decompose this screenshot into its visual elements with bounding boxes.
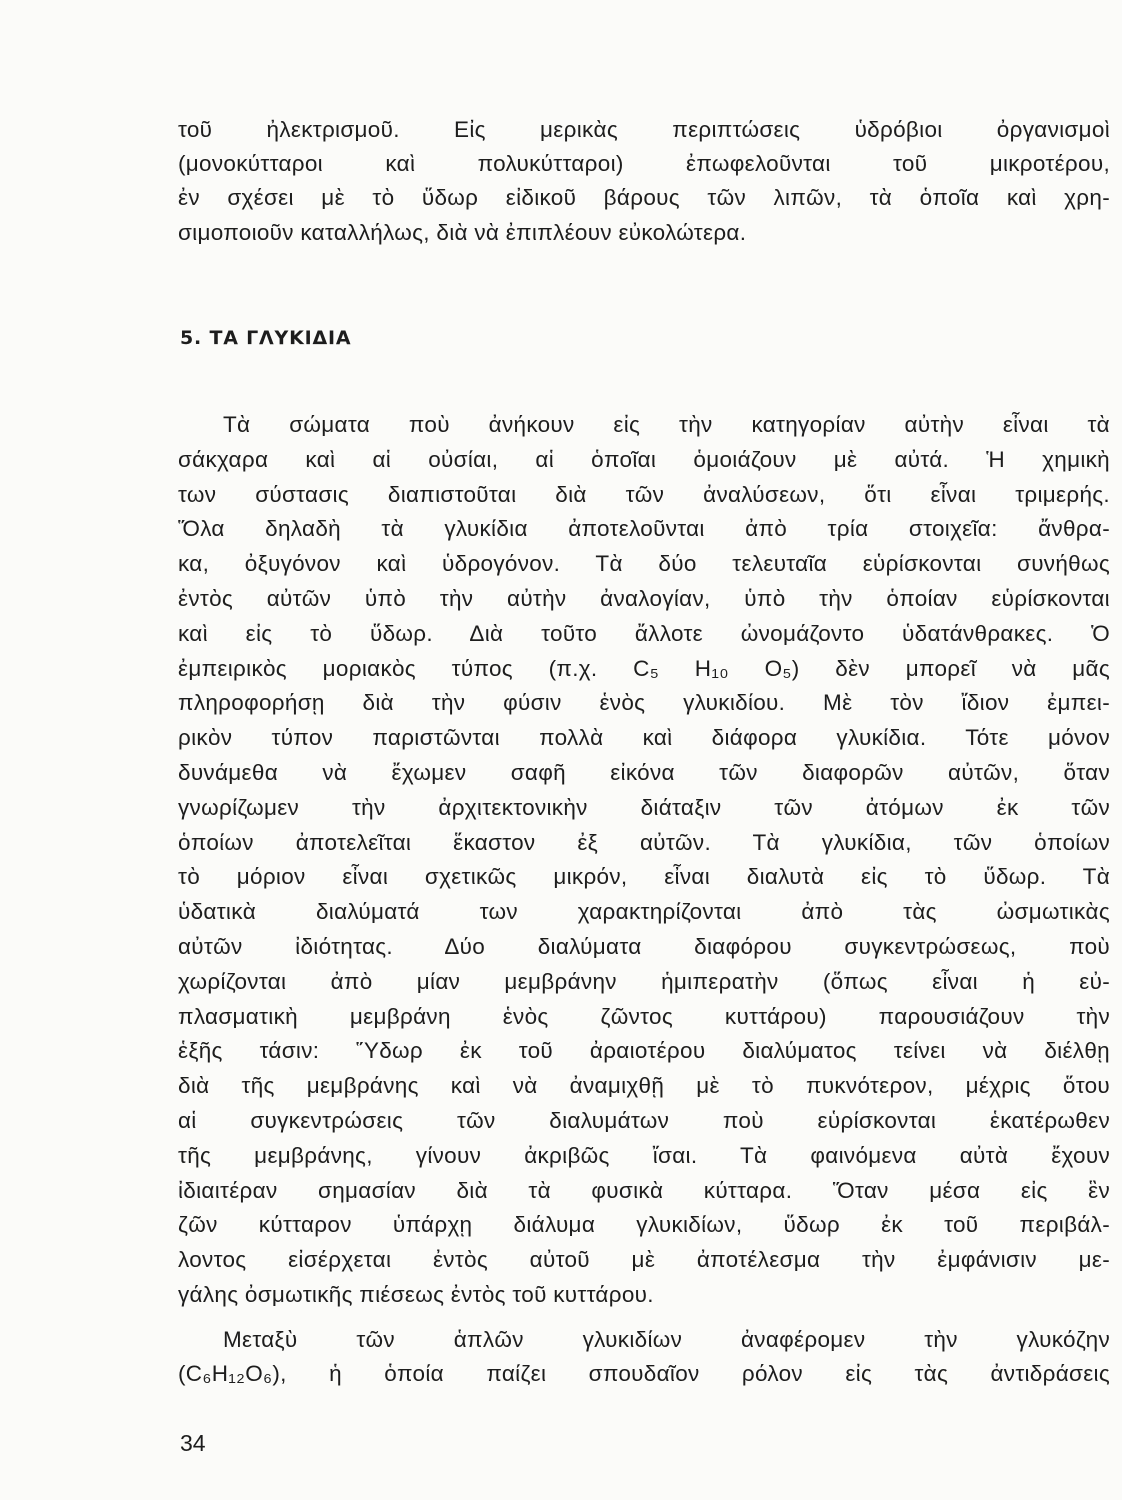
text-line: ἰδιαιτέραν σημασίαν διὰ τὰ φυσικὰ κύτταρα. Ὅταν μέσα εἰς ἓν bbox=[178, 1177, 1110, 1203]
text-line: πληροφορήσῃ διὰ τὴν φύσιν ἑνὸς γλυκιδίου. Μὲ τὸν ἴδιον ἐμπει- bbox=[178, 690, 1110, 716]
text-line: τὸ μόριον εἶναι σχετικῶς μικρόν, εἶναι διαλυτὰ εἰς τὸ ὕδωρ. Τὰ bbox=[178, 864, 1110, 890]
text-line: γνωρίζωμεν τὴν ἀρχιτεκτονικὴν διάταξιν τῶν ἀτόμων ἐκ τῶν bbox=[178, 794, 1110, 820]
paragraph-lipids-end bbox=[178, 113, 1110, 250]
text-line: πλασματικὴ μεμβράνη ἑνὸς ζῶντος κυττάρου) παρουσιάζουν τὴν bbox=[178, 1003, 1110, 1029]
text-line: αὐτῶν ἰδιότητας. Δύο διαλύματα διαφόρου συγκεντρώσεως, ποὺ bbox=[178, 933, 1110, 959]
text-line: λοντος εἰσέρχεται ἐντὸς αὐτοῦ μὲ ἀποτέλεσμα τὴν ἐμφάνισιν με- bbox=[178, 1247, 1110, 1273]
text-line: χωρίζονται ἀπὸ μίαν μεμβράνην ἡμιπερατὴν (ὅπως εἶναι ἡ εὐ- bbox=[178, 968, 1110, 994]
text-line: σιμοποιοῦν καταλλήλως, διὰ νὰ ἐπιπλέουν εὐκολώτερα. bbox=[178, 219, 747, 245]
paragraph-glycides bbox=[178, 408, 1110, 1313]
text-line: ὁποίων ἀποτελεῖται ἕκαστον ἐξ αὐτῶν. Τὰ γλυκίδια, τῶν ὁποίων bbox=[178, 829, 1110, 855]
text-line: (C₆H₁₂O₆), ἡ ὁποία παίζει σπουδαῖον ρόλον εἰς τὰς ἀντιδράσεις bbox=[178, 1361, 1110, 1387]
text-line: καὶ εἰς τὸ ὕδωρ. Διὰ τοῦτο ἄλλοτε ὠνομάζοντο ὑδατάνθρακες. Ὁ bbox=[178, 620, 1110, 646]
text-line: γάλης ὀσμωτικῆς πιέσεως ἐντὸς τοῦ κυττάρου. bbox=[178, 1281, 654, 1307]
text-line: ἐμπειρικὸς μοριακὸς τύπος (π.χ. C₅ H₁₀ O₅) δὲν μπορεῖ νὰ μᾶς bbox=[178, 655, 1110, 681]
text-line: τῆς μεμβράνης, γίνουν ἀκριβῶς ἴσαι. Τὰ φαινόμενα αὐτὰ ἔχουν bbox=[178, 1142, 1110, 1168]
text-line: ρικὸν τύπον παριστῶνται πολλὰ καὶ διάφορα γλυκίδια. Τότε μόνον bbox=[178, 725, 1110, 751]
text-line: σάκχαρα καὶ αἱ οὐσίαι, αἱ ὁποῖαι ὁμοιάζουν μὲ αὐτά. Ἡ χημικὴ bbox=[178, 446, 1110, 472]
page-number: 34 bbox=[180, 1430, 206, 1456]
text-line: ἑξῆς τάσιν: Ὕδωρ ἐκ τοῦ ἀραιοτέρου διαλύματος τείνει νὰ διέλθῃ bbox=[178, 1038, 1110, 1064]
text-line: κα, ὀξυγόνον καὶ ὑδρογόνον. Τὰ δύο τελευταῖα εὑρίσκονται συνήθως bbox=[178, 551, 1110, 577]
text-line: δυνάμεθα νὰ ἔχωμεν σαφῆ εἰκόνα τῶν διαφορῶν αὐτῶν, ὅταν bbox=[178, 759, 1110, 785]
section-heading: 5. ΤΑ ΓΛΥΚΙΔΙΑ bbox=[180, 327, 352, 349]
text-line: διὰ τῆς μεμβράνης καὶ νὰ ἀναμιχθῇ μὲ τὸ πυκνότερον, μέχρις ὅτου bbox=[178, 1073, 1110, 1099]
text-line: (μονοκύτταροι καὶ πολυκύτταροι) ἐπωφελοῦνται τοῦ μικροτέρου, bbox=[178, 151, 1110, 177]
text-line: ζῶν κύτταρον ὑπάρχῃ διάλυμα γλυκιδίων, ὕδωρ ἐκ τοῦ περιβάλ- bbox=[178, 1212, 1110, 1238]
text-line: ἐντὸς αὐτῶν ὑπὸ τὴν αὐτὴν ἀναλογίαν, ὑπὸ τὴν ὁποίαν εὑρίσκονται bbox=[178, 585, 1110, 611]
text-line: των σύστασις διαπιστοῦται διὰ τῶν ἀναλύσεων, ὅτι εἶναι τριμερής. bbox=[178, 481, 1110, 507]
text-line: Ὅλα δηλαδὴ τὰ γλυκίδια ἀποτελοῦνται ἀπὸ τρία στοιχεῖα: ἄνθρα- bbox=[178, 516, 1110, 542]
text-line: Μεταξὺ τῶν ἁπλῶν γλυκιδίων ἀναφέρομεν τὴν γλυκόζην bbox=[223, 1327, 1110, 1352]
paragraph-simple-glycides bbox=[178, 1323, 1110, 1391]
text-line: ἐν σχέσει μὲ τὸ ὕδωρ εἰδικοῦ βάρους τῶν λιπῶν, τὰ ὁποῖα καὶ χρη- bbox=[178, 185, 1110, 211]
text-line: τοῦ ἠλεκτρισμοῦ. Εἰς μερικὰς περιπτώσεις ὑδρόβιοι ὀργανισμοὶ bbox=[178, 117, 1110, 142]
text-line: Τὰ σώματα ποὺ ἀνήκουν εἰς τὴν κατηγορίαν αὐτὴν εἶναι τὰ bbox=[223, 412, 1110, 437]
text-line: ὑδατικὰ διαλύματά των χαρακτηρίζονται ἀπὸ τὰς ὠσμωτικὰς bbox=[178, 899, 1110, 925]
text-line: αἱ συγκεντρώσεις τῶν διαλυμάτων ποὺ εὑρίσκονται ἑκατέρωθεν bbox=[178, 1107, 1110, 1133]
